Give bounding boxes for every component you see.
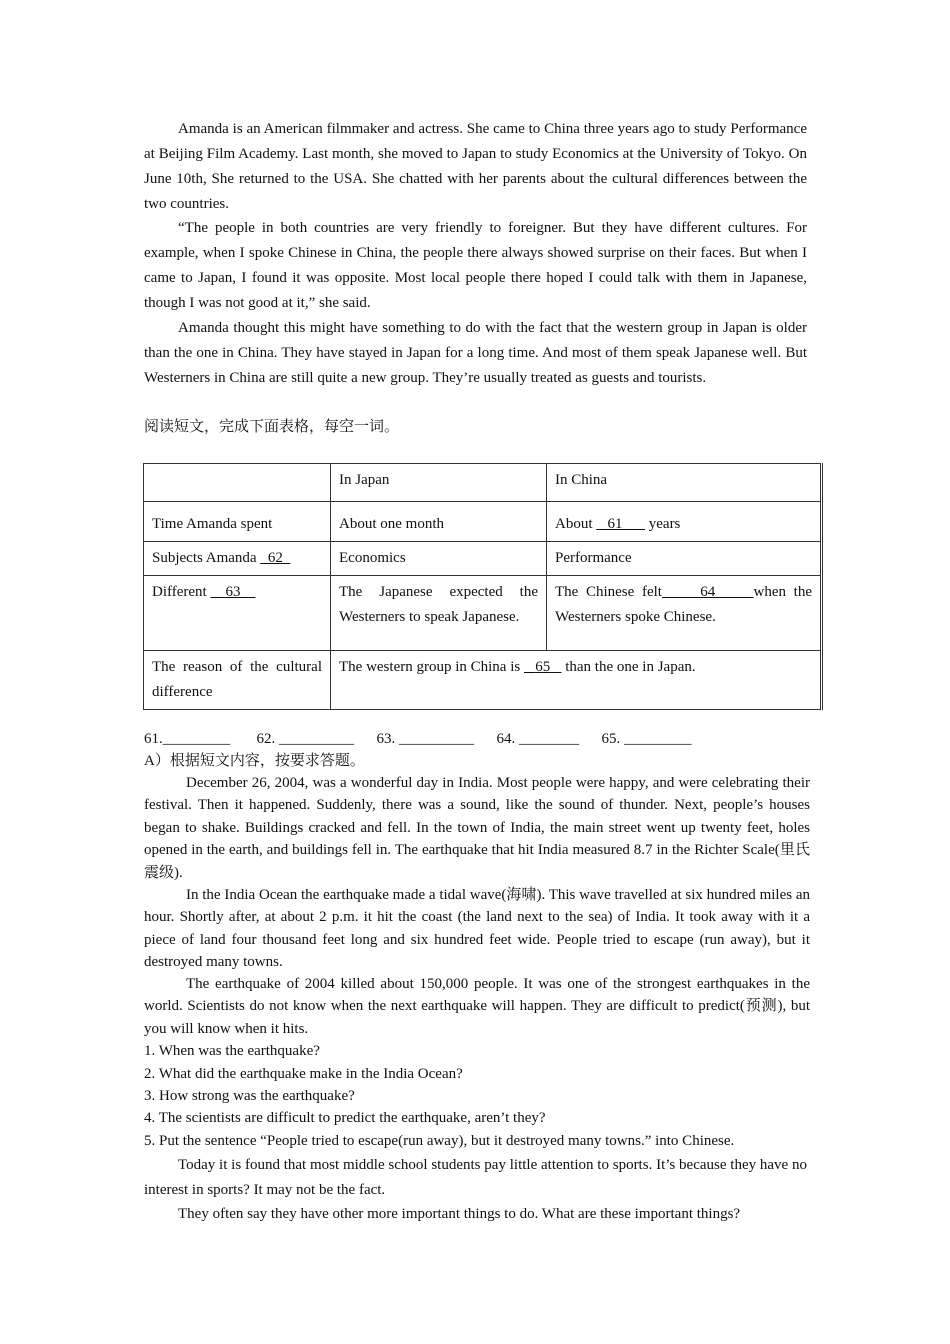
row-reason-text-pre: The western group in China is <box>339 659 521 675</box>
passage2-paragraph-1: December 26, 2004, was a wonderful day in India. Most people were happy, and were celebrating their festival. Then it happened. Suddenly, there was a sound, like the sound of thunder. Next, people’s houses began to shake. Buildings cracked and fell. In the town of India, the main street went up twenty feet, holes opened in the earth, and buildings fell in. The earthquake that hit India measured 8.7 in the Richter Scale(里氏震级). <box>144 775 810 881</box>
passage2-paragraph-3: The earthquake of 2004 killed about 150,000 people. It was one of the strongest earthquakes in the world. Scientists do not know when the next earthquake will happen. They are difficult to predict(预测), but you will know when it hits. <box>144 976 810 1037</box>
blank-62[interactable] <box>260 550 290 566</box>
row-different-label-pre: Different <box>152 584 207 600</box>
row-subjects-label-pre: Subjects Amanda <box>152 550 257 566</box>
answer-61-blank[interactable]: _________ <box>162 731 231 747</box>
answer-62-blank[interactable]: __________ <box>279 731 354 747</box>
passage3-paragraph-2: They often say they have other more important things to do. What are these important things? <box>178 1206 741 1222</box>
row-time-label: Time Amanda spent <box>144 502 331 542</box>
row-subjects-china: Performance <box>547 542 822 576</box>
row-different-china-post: when the Westerners spoke Chinese. <box>555 584 812 625</box>
row-subjects-label <box>144 542 331 576</box>
answer-62-label: 62. <box>256 731 276 747</box>
answer-64-label: 64. <box>496 731 516 747</box>
row-different-label <box>144 576 331 651</box>
answer-65-label: 65. <box>601 731 621 747</box>
passage2-heading: A）根据短文内容，按要求答题。 <box>144 753 365 769</box>
row-different-japan: The Japanese expected the Westerners to speak Japanese. <box>331 576 547 651</box>
row-time-japan: About one month <box>331 502 547 542</box>
blank-61-number: 61 <box>607 516 623 532</box>
passage1-instruction: 阅读短文，完成下面表格，每空一词。 <box>144 419 400 435</box>
table-row-subjects <box>144 542 822 576</box>
question-1: 1. When was the earthquake? <box>144 1043 320 1059</box>
table-header-japan: In Japan <box>331 464 547 502</box>
blank-62-number: 62 <box>267 550 283 566</box>
table-row-reason <box>144 651 822 710</box>
blank-61[interactable] <box>596 516 645 532</box>
passage1-paragraph-2: “The people in both countries are very friendly to foreigner. But they have different cultures. For example, when I spoke Chinese in China, the people there always showed surprise on their faces. But when I came to Japan, I found it was opposite. Most local people there hoped I could talk with them in Japanese, though I was not good at it,” she said. <box>144 220 807 311</box>
row-time-china-pre: About <box>555 516 593 532</box>
blank-64[interactable] <box>662 584 754 600</box>
row-time-china-post: years <box>648 516 681 532</box>
table-row-time <box>144 502 822 542</box>
answer-63-label: 63. <box>376 731 396 747</box>
passage1-paragraph-3: Amanda thought this might have something to do with the fact that the western group in Japan is older than the one in China. They have stayed in Japan for a long time. And most of them speak Japanese well. But Westerners in China are still quite a new group. They’re usually treated as guests and tourists. <box>144 320 807 386</box>
blank-65[interactable] <box>524 659 562 675</box>
row-reason-text <box>331 651 822 710</box>
passage3-paragraph-1: Today it is found that most middle school students pay little attention to sports. It’s because they have no interest in sports? It may not be the fact. <box>144 1157 807 1198</box>
answer-65-blank[interactable]: _________ <box>624 731 692 747</box>
table-row-different <box>144 576 822 651</box>
question-5: 5. Put the sentence “People tried to escape(run away), but it destroyed many towns.” into Chinese. <box>144 1133 735 1149</box>
question-3: 3. How strong was the earthquake? <box>144 1088 355 1104</box>
row-different-china-pre: The Chinese felt <box>555 584 662 600</box>
passage1-paragraph-1: Amanda is an American filmmaker and actress. She came to China three years ago to study Performance at Beijing Film Academy. Last month, she moved to Japan to study Economics at the University of Tokyo. On June 10th, She returned to the USA. She chatted with her parents about the cultural differences between the two countries. <box>144 121 807 212</box>
row-reason-text-post: than the one in Japan. <box>565 659 696 675</box>
blank-64-number: 64 <box>700 584 716 600</box>
row-time-china <box>547 502 822 542</box>
fill-in-table <box>143 463 823 710</box>
question-2: 2. What did the earthquake make in the India Ocean? <box>144 1066 463 1082</box>
table-header-empty <box>144 464 331 502</box>
row-different-china <box>547 576 822 651</box>
answer-line <box>144 728 692 750</box>
table-header-row <box>144 464 822 502</box>
row-subjects-japan: Economics <box>331 542 547 576</box>
passage2-paragraph-2: In the India Ocean the earthquake made a tidal wave(海啸). This wave travelled at six hundred miles an hour. Shortly after, at about 2 p.m. it hit the coast (the land next to the sea) of India. It took away with it a piece of land four thousand feet long and six hundred feet wide. People tried to escape (run away), but it destroyed many towns. <box>144 887 810 971</box>
answer-61-label: 61. <box>144 731 163 747</box>
blank-65-number: 65 <box>535 659 551 675</box>
question-4: 4. The scientists are difficult to predict the earthquake, aren’t they? <box>144 1110 546 1126</box>
blank-63[interactable] <box>210 584 255 600</box>
answer-64-blank[interactable]: ________ <box>519 731 579 747</box>
row-reason-label: The reason of the cultural difference <box>144 651 331 710</box>
table-header-china: In China <box>547 464 822 502</box>
answer-63-blank[interactable]: __________ <box>399 731 474 747</box>
blank-63-number: 63 <box>225 584 241 600</box>
